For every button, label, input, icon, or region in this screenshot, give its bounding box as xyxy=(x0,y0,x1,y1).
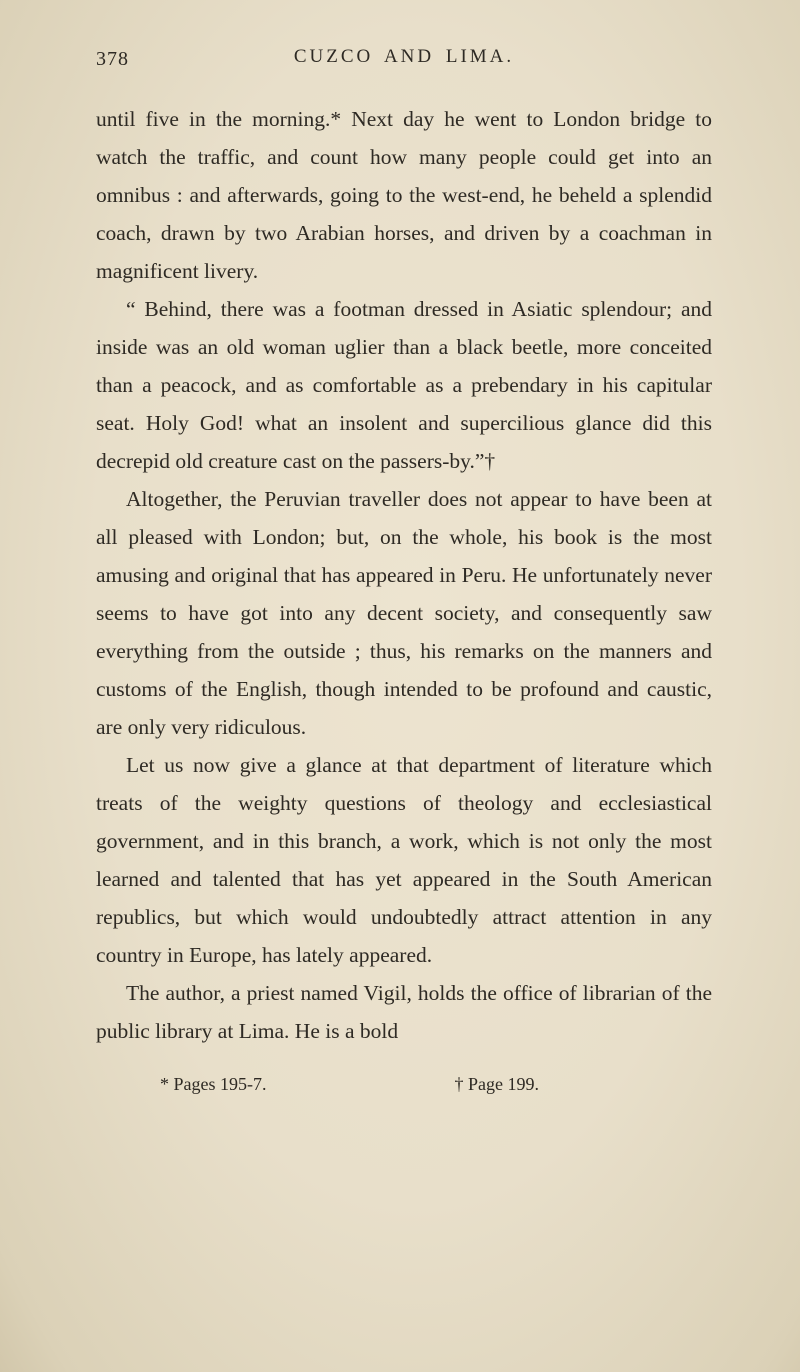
paragraph-3: Altogether, the Peruvian traveller does not appear to have been at all pleased with London; but, on the whole, his book is the most amusing and original that has appeared in Peru. He unfortunately never seems to have got into any decent society, and consequently saw everything from the outside ; thus, his remarks on the manners and customs of the English, though intended to be profound and caustic, are only very ridiculous. xyxy=(96,487,712,739)
page-header xyxy=(96,46,712,76)
paragraph-4: Let us now give a glance at that department of literature which treats of the weighty questions of theology and ecclesiastical government, and in this branch, a work, which is not only the most learned and talented that has yet appeared in the South American republics, but which would undoubtedly attract attention in any country in Europe, has lately appeared. xyxy=(96,753,712,967)
body-text xyxy=(96,100,712,1050)
page-number: 378 xyxy=(96,48,129,70)
footnotes xyxy=(96,1074,712,1095)
running-title: CUZCO AND LIMA. xyxy=(293,46,515,67)
paragraph-1: until five in the morning.* Next day he went to London bridge to watch the traffic, and count how many people could get into an omnibus : and afterwards, going to the west-end, he beheld a splendid coach, drawn by two Arabian horses, and driven by a coachman in magnificent livery. xyxy=(96,107,712,283)
paragraph-5: The author, a priest named Vigil, holds the office of librarian of the public library at Lima. He is a bold xyxy=(96,981,712,1043)
footnote-asterisk: * Pages 195-7. xyxy=(160,1074,267,1094)
footnote-dagger: † Page 199. xyxy=(454,1074,539,1094)
paragraph-2: “ Behind, there was a footman dressed in Asiatic splendour; and inside was an old woman uglier than a black beetle, more conceited than a peacock, and as comfortable as a prebendary in his capitular seat. Holy God! what an insolent and supercilious glance did this decrepid old creature cast on the passers-by.”† xyxy=(96,297,712,473)
